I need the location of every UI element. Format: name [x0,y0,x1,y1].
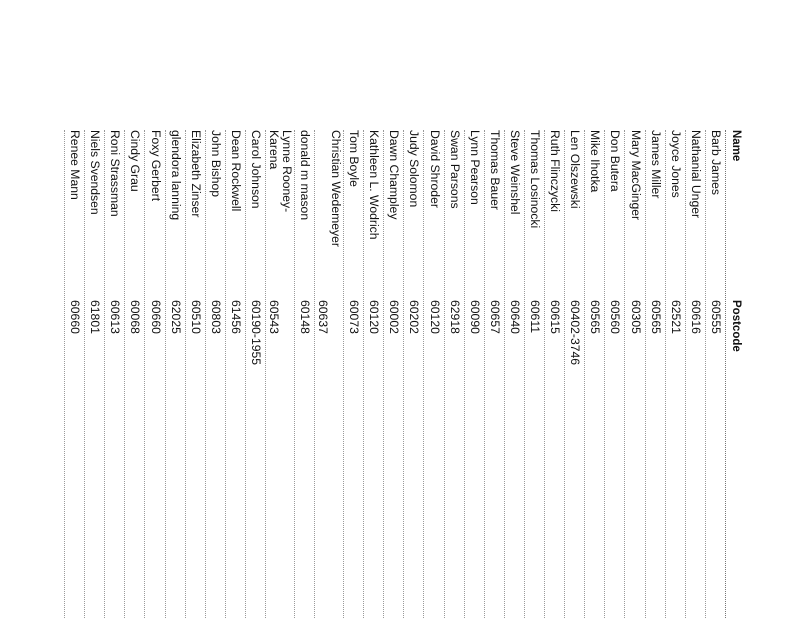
name-cell: James Miller [648,130,663,199]
table-row [165,130,185,618]
table-row [314,130,343,618]
postcode-cell: 60560 [608,300,623,334]
name-cell: Thomas Losinocki [528,130,543,229]
name-cell: Nathanial Unger [688,130,703,219]
name-cell: Lynn Pearson [467,130,482,205]
name-cell: Dawn Champley [387,130,402,220]
table-row [363,130,383,618]
postcode-cell: 60565 [648,300,663,334]
table-row [685,130,705,618]
table-row [403,130,423,618]
name-cell: Judy Solomon [407,130,422,208]
table-row [705,130,725,618]
table-row [584,130,604,618]
name-cell: John Bishop [208,130,223,198]
postcode-cell: 60660 [68,300,83,334]
name-cell: Carol Johnson [249,130,264,209]
postcode-cell: 60120 [367,300,382,334]
name-cell: Don Butera [608,130,623,192]
table-row [464,130,484,618]
name-column-header: Name [730,130,742,162]
name-cell: Steve Weinshel [507,130,522,215]
name-cell: Tom Boyle [347,130,362,187]
table-row [544,130,564,618]
postcode-cell: 61801 [88,300,103,334]
table-row [604,130,624,618]
table-row [124,130,144,618]
name-cell: donald m mason [298,130,313,221]
name-cell: Foxy Gerbert [148,130,163,202]
name-cell: Cindy Grau [128,130,143,192]
postcode-cell: 60068 [128,300,143,334]
table-row [564,130,584,618]
name-cell: Joyce Jones [668,130,683,198]
postcode-cell: 60657 [487,300,502,334]
postcode-cell: 60616 [688,300,703,334]
table-row [104,130,124,618]
postcode-cell: 60660 [148,300,163,334]
postcode-cell: 60120 [427,300,442,334]
table-row [665,130,685,618]
name-cell: Mary MacGinger [628,130,643,221]
postcode-cell: 60543 [267,300,282,334]
table-row [624,130,644,618]
name-cell: Swan Parsons [447,130,462,209]
name-cell: Elizabeth Zinser [188,130,203,218]
table-row [383,130,403,618]
name-cell: Thomas Bauer [487,130,502,210]
name-cell: Niels Svendsen [88,130,103,215]
name-cell: Christian Wedemeyer [329,130,344,247]
postcode-cell: 60148 [298,300,313,334]
postcode-cell: 60073 [347,300,362,334]
table-header-row [725,130,745,618]
table-row [444,130,464,618]
table-row [484,130,504,618]
postcode-cell: 60615 [548,300,563,334]
table-row [645,130,665,618]
name-cell: Mike Ihotka [588,130,603,193]
postcode-cell: 60090 [467,300,482,334]
postcode-cell: 60637 [316,300,331,334]
postcode-cell: 60611 [528,300,543,333]
table-row [265,130,294,618]
postcode-cell: 60305 [628,300,643,334]
name-cell: Ruth Flinczycki [548,130,563,212]
name-cell: David Shroder [427,130,442,208]
postcode-cell: 60202 [407,300,422,334]
postcode-cell: 62025 [168,300,183,334]
postcode-cell: 62521 [668,300,683,334]
postcode-cell: 60803 [208,300,223,334]
table-row [424,130,444,618]
contacts-table [45,130,745,618]
name-cell: Kathleen L. Wodrich [367,130,382,240]
postcode-cell: 60002 [387,300,402,334]
name-cell: Lynne Rooney-Karena [267,130,295,213]
name-cell: Roni Strassman [108,130,123,217]
postcode-cell: 62918 [447,300,462,334]
table-row [294,130,314,618]
postcode-cell: 60190-1955 [249,300,264,366]
postcode-cell: 60640 [507,300,522,334]
name-cell: glendora lanning [168,130,183,221]
name-cell: Barb James [708,130,723,196]
table-row [144,130,164,618]
table-row [504,130,524,618]
table-row [84,130,104,618]
table-row [245,130,265,618]
table-row [225,130,245,618]
table-row [524,130,544,618]
table-row [185,130,205,618]
postcode-column-header: Postcode [730,300,742,352]
postcode-cell: 60402-3746 [568,300,583,366]
name-cell: Len Olszewski [568,130,583,209]
postcode-cell: 60555 [708,300,723,334]
table-row [205,130,225,618]
table-row [64,130,84,618]
postcode-cell: 60613 [108,300,123,334]
postcode-cell: 61456 [228,300,243,334]
name-cell: Dean Rockwell [228,130,243,212]
postcode-cell: 60565 [588,300,603,334]
name-cell: Renee Mann [68,130,83,200]
postcode-cell: 60510 [188,300,203,334]
table-row [343,130,363,618]
